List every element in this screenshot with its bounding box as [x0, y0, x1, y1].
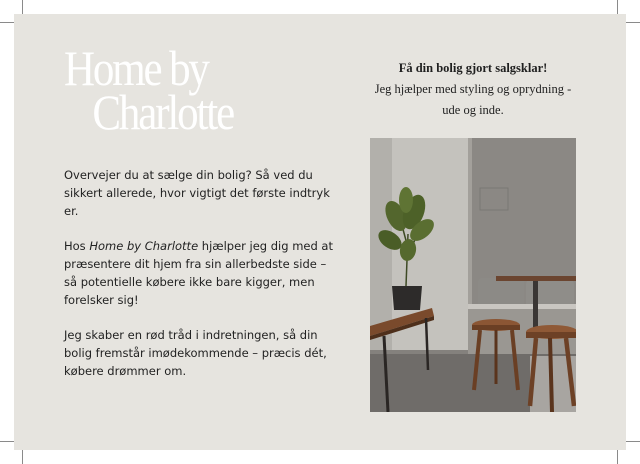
crop-mark [617, 450, 618, 464]
interior-photo [370, 138, 576, 412]
tagline-heading: Få din bolig gjort salgsklar! [398, 61, 548, 75]
brand-logo [64, 40, 253, 140]
intro-p2-end: hjælper jeg dig med at præsentere dit hjem fra sin allerbedste side – så potentielle købere ikke bare kigger, men forelsker sig! [64, 239, 333, 307]
crop-mark [22, 450, 23, 464]
crop-mark [626, 22, 640, 23]
intro-p2-brand: Home by Charlotte [89, 239, 199, 253]
crop-mark [22, 0, 23, 14]
tagline-line-2: ude og inde. [442, 103, 504, 117]
intro-paragraph-1: Overvejer du at sælge din bolig? Så ved du sikkert allerede, hvor vigtigt det første indtryk er. [64, 168, 330, 218]
intro-p2-start: Hos [64, 239, 90, 253]
intro-paragraph-2 [64, 237, 334, 309]
crop-mark [617, 0, 618, 14]
intro-text [64, 166, 334, 397]
crop-mark [0, 22, 14, 23]
flyer-card [14, 14, 626, 450]
intro-paragraph-3: Jeg skaber en rød tråd i indretningen, så din bolig fremstår imødekommende – præcis dét, købere drømmer om. [64, 328, 327, 378]
crop-mark [0, 441, 14, 442]
brand-logo-line-1: Home by [64, 40, 208, 96]
tagline [366, 58, 580, 121]
crop-mark [626, 441, 640, 442]
brand-logo-line-2: Charlotte [92, 84, 234, 140]
tagline-line-1: Jeg hjælper med styling og oprydning - [374, 82, 572, 96]
